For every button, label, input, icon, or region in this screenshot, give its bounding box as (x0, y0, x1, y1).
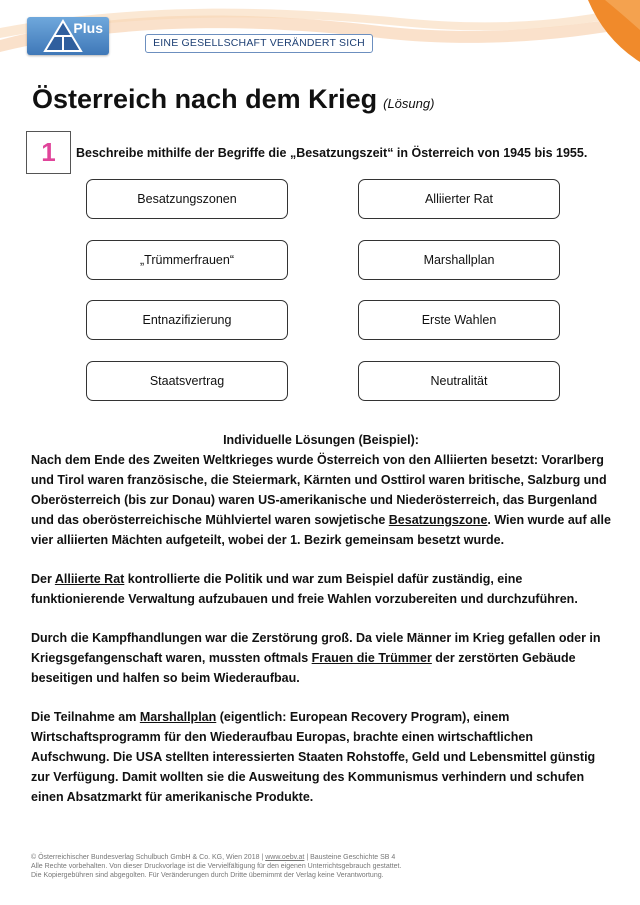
page-title (32, 84, 434, 115)
task-instruction: Beschreibe mithilfe der Begriffe die „Besatzungszeit“ in Österreich von 1945 bis 1955. (76, 146, 588, 160)
term-box-entnazifizierung: Entnazifizierung (86, 300, 288, 340)
paragraph-text: Die Teilnahme am (31, 710, 140, 724)
solution-paragraph-rubble-women (31, 628, 611, 688)
paragraph-text: der zerstörten Gebäude beseitigen und halfen so beim Wiederaufbau. (31, 651, 576, 685)
keyword-besatzungszone: Besatzungszone (388, 513, 488, 527)
paragraph-text: (eigentlich: European Recovery Program), einem Wirtschaftsprogramm für den Wiederaufbau Europas, brachte einen wirtschaftlichen Aufschwung. Die USA stellten interessierten Staaten Rohstoffe, Geld und Lebensmittel günstig zur Verfügung. Damit wollten sie die Ausweitung des Kommunismus verhindern und schufen einen Absatzmarkt für amerikanische Produkte. (31, 710, 596, 804)
keyword-alliierte-rat: Alliierte Rat (54, 572, 125, 586)
title-text: Österreich nach dem Krieg (32, 84, 378, 114)
page-header (0, 0, 640, 75)
series-banner: EINE GESELLSCHAFT VERÄNDERT SICH (145, 34, 373, 53)
term-box-erste-wahlen: Erste Wahlen (358, 300, 560, 340)
paragraph-text: . Wien wurde auf alle vier alliierten Mächten aufgeteilt, wobei der 1. Bezirk gemeinsam besetzt wurde. (31, 513, 611, 547)
publisher-link[interactable]: www.oebv.at (265, 854, 305, 861)
keyword-marshallplan: Marshallplan (139, 710, 217, 724)
logo-text: Plus (73, 20, 103, 36)
solution-heading: Individuelle Lösungen (Beispiel): (223, 433, 419, 447)
task-number: 1 (26, 131, 71, 174)
solution-paragraph-allied-council (31, 569, 611, 609)
paragraph-text: kontrollierte die Politik und war zum Beispiel dafür zuständig, eine funktionierende Verwaltung aufzubauen und freie Wahlen vorzubereiten und durchzuführen. (31, 572, 578, 606)
footer-line-copyright (31, 853, 401, 862)
term-box-besatzungszonen: Besatzungszonen (86, 179, 288, 219)
footer-text: | Bausteine Geschichte SB 4 (304, 854, 396, 861)
paragraph-text: Nach dem Ende des Zweiten Weltkrieges wurde Österreich von den Alliierten besetzt: Vorarlberg und Tirol waren französische, die Steiermark, Kärnten und Osttirol waren britische, Salzburg und Oberösterreich (bis zur Donau) waren US-amerikanische und Niederösterreich, das Burgenland und das oberösterreichische Mühlviertel waren sowjetische (31, 453, 607, 527)
page-footer (31, 853, 401, 880)
term-box-staatsvertrag: Staatsvertrag (86, 361, 288, 401)
solution-section (31, 430, 611, 807)
term-box-marshallplan: Marshallplan (358, 240, 560, 280)
solution-paragraph-occupation (31, 450, 611, 550)
footer-line-fees: Die Kopiergebühren sind abgegolten. Für Veränderungen durch Dritte übernimmt der Verlag keine Verantwortung. (31, 872, 384, 879)
keyword-frauen-die-truemmer: Frauen die Trümmer (311, 651, 432, 665)
term-box-truemmerfrauen: „Trümmerfrauen“ (86, 240, 288, 280)
paragraph-text: Durch die Kampfhandlungen war die Zerstörung groß. Da viele Männer im Krieg gefallen oder in Kriegsgefangenschaft waren, mussten oftmals (31, 631, 601, 665)
footer-text: © Österreichischer Bundesverlag Schulbuch GmbH & Co. KG, Wien 2018 | (31, 854, 266, 861)
term-box-alliierter-rat: Alliierter Rat (358, 179, 560, 219)
footer-line-rights: Alle Rechte vorbehalten. Von dieser Druckvorlage ist die Vervielfältigung für den eigenen Unterrichtsgebrauch gestattet. (31, 863, 402, 870)
paragraph-text: Der (31, 572, 55, 586)
plus-logo (27, 17, 109, 55)
solution-paragraph-marshall-plan (31, 707, 611, 807)
page-subtitle: (Lösung) (383, 96, 435, 111)
term-box-neutralitaet: Neutralität (358, 361, 560, 401)
